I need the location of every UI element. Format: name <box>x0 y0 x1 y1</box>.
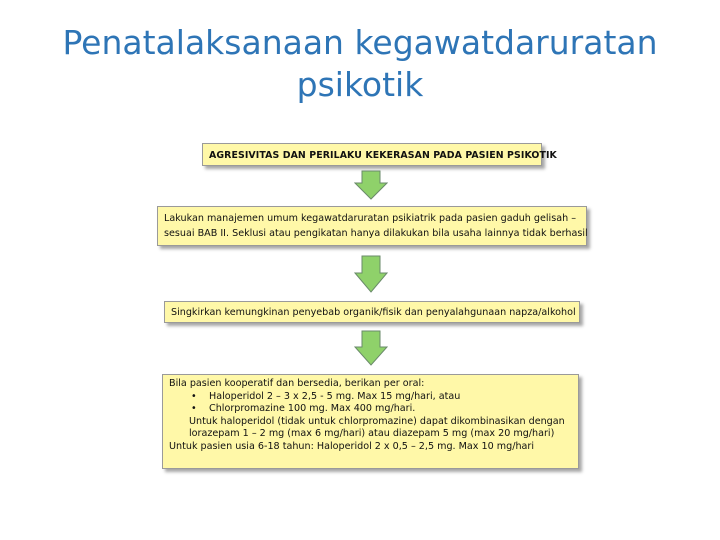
down-arrow-icon <box>354 255 388 293</box>
pediatric-dose-note: Untuk pasien usia 6-18 tahun: Haloperidol 2 x 0,5 – 2,5 mg. Max 10 mg/hari <box>169 440 535 452</box>
slide-title <box>0 22 720 106</box>
bullet-haloperidol <box>169 391 572 404</box>
combination-note-line-1: Untuk haloperidol (tidak untuk chlorpromazine) dapat dikombinasikan dengan <box>189 415 565 427</box>
general-management-line-2: sesuai BAB II. Seklusi atau pengikatan hanya dilakukan bila usaha lainnya tidak berhasil <box>164 228 588 239</box>
combination-note-line-2: lorazepam 1 – 2 mg (max 6 mg/hari) atau diazepam 5 mg (max 20 mg/hari) <box>189 428 555 440</box>
down-arrow-icon <box>354 170 388 200</box>
title-line-1: Penatalaksanaan kegawatdaruratan <box>62 23 658 62</box>
exclude-organic-cause-text: Singkirkan kemungkinan penyebab organik/fisik dan penyalahgunaan napza/alkohol <box>171 307 576 318</box>
bullet-chlorpromazine-text: Chlorpromazine 100 mg. Max 400 mg/hari. <box>209 403 416 415</box>
step-aggression-text: AGRESIVITAS DAN PERILAKU KEKERASAN PADA PASIEN PSIKOTIK <box>209 150 557 161</box>
oral-medication-intro: Bila pasien kooperatif dan bersedia, berikan per oral: <box>169 378 425 389</box>
bullet-chlorpromazine <box>169 403 572 416</box>
bullet-symbol: • <box>191 403 197 415</box>
bullet-symbol: • <box>191 390 197 402</box>
down-arrow-icon <box>354 330 388 366</box>
bullet-haloperidol-text: Haloperidol 2 – 3 x 2,5 - 5 mg. Max 15 mg/hari, atau <box>209 390 461 402</box>
title-line-2: psikotik <box>296 65 424 104</box>
step-general-management <box>157 206 587 246</box>
step-aggression-heading <box>202 143 557 166</box>
step-exclude-organic-cause <box>164 301 580 323</box>
step-oral-medication <box>162 374 579 469</box>
general-management-line-1: Lakukan manajemen umum kegawatdaruratan psikiatrik pada pasien gaduh gelisah – <box>164 213 577 224</box>
